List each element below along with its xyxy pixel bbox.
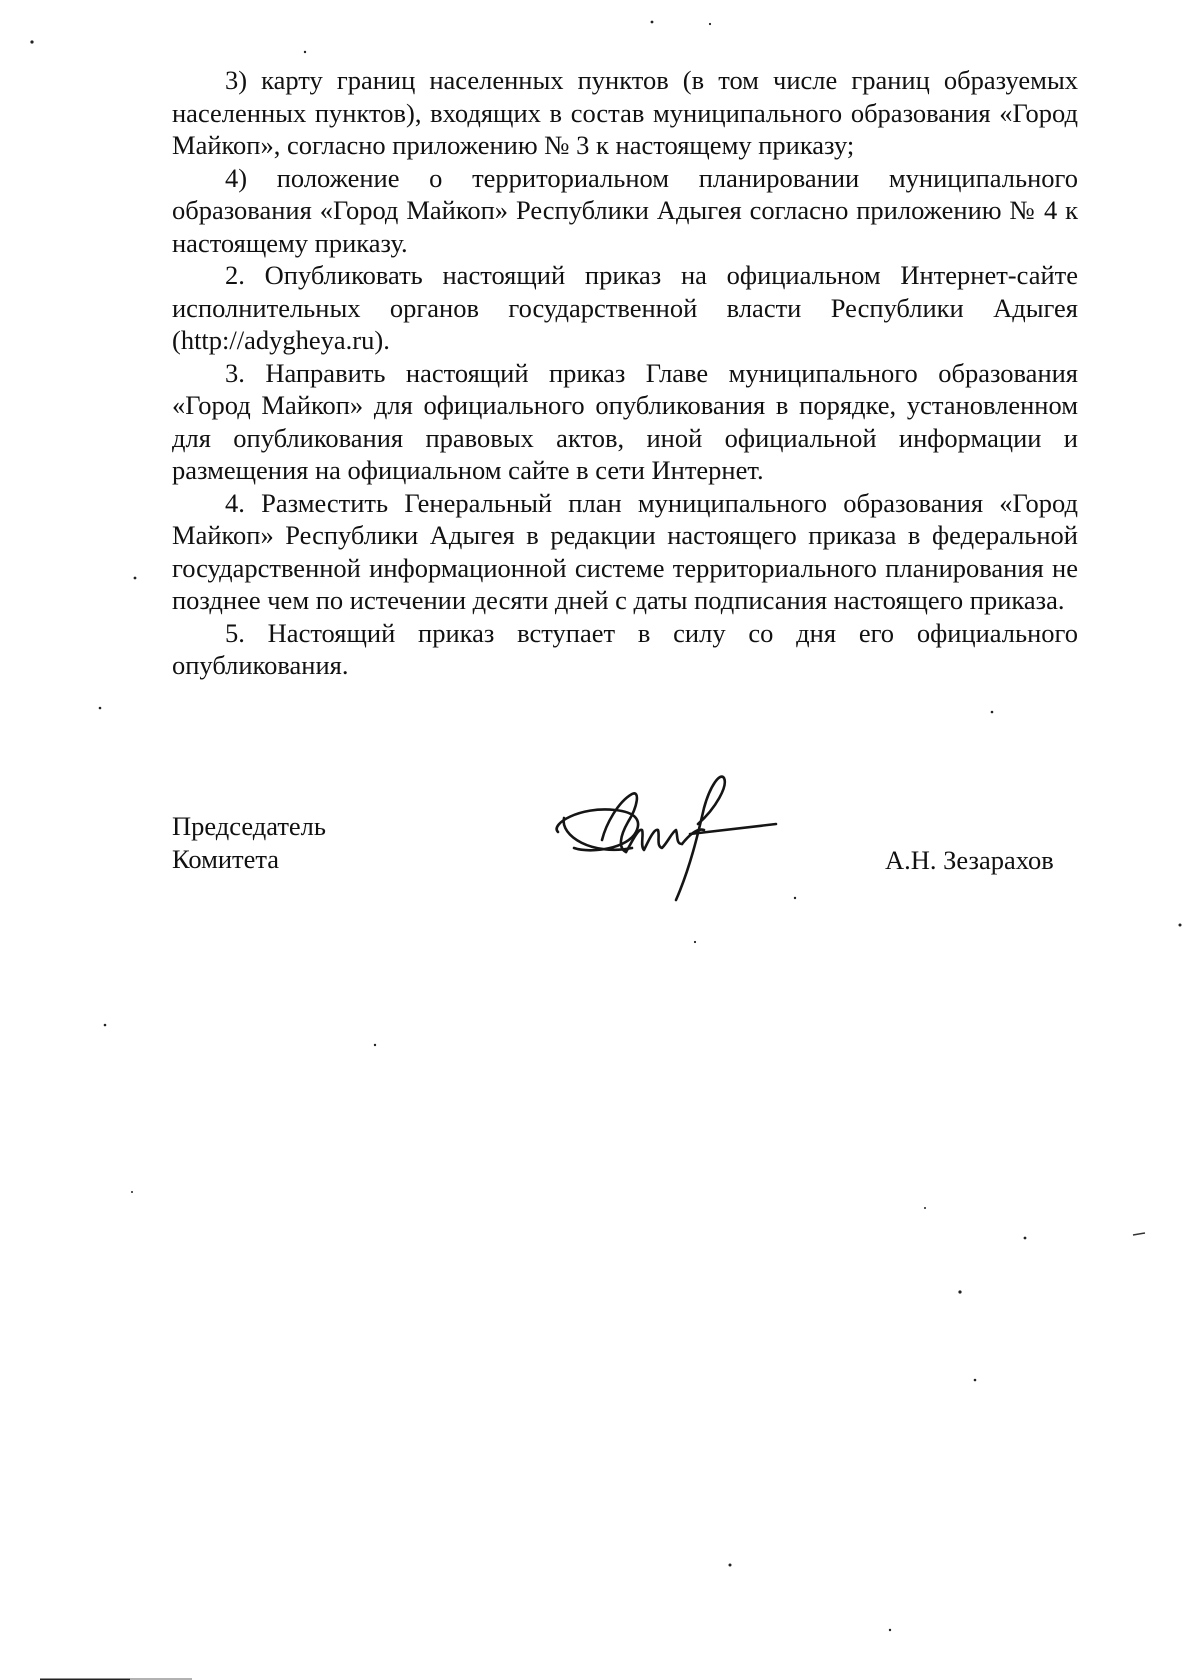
paragraph-item-4-planning-regulation: 4) положение о территориальном планировании муниципального образования «Город Майкоп» Республики Адыгея согласно приложению № 4 к настоящему приказу. bbox=[172, 162, 1078, 258]
paragraph-send-to-head: 3. Направить настоящий приказ Главе муниципального образования «Город Майкоп» для официального опубликования в порядке, установленном для опубликования правовых актов, иной официальной информации и размещения на официальном сайте в сети Интернет. bbox=[172, 357, 1078, 485]
paragraph-publish-on-website: 2. Опубликовать настоящий приказ на официальном Интернет-сайте исполнительных органов государственной власти Республики Адыгея (http://adygheya.ru). bbox=[172, 260, 1078, 355]
signatory-position-line-1: Председатель bbox=[172, 811, 326, 841]
paragraph-entry-into-force: 5. Настоящий приказ вступает в силу со дня его официального опубликования. bbox=[172, 617, 1078, 680]
paragraph-item-3-boundaries-map: 3) карту границ населенных пунктов (в том числе границ образуемых населенных пунктов), входящих в состав муниципального образования «Город Майкоп», согласно приложению № 3 к настоящему приказу; bbox=[172, 65, 1078, 160]
signatory-position-line-2: Комитета bbox=[172, 844, 280, 874]
signer-name: А.Н. Зезарахов bbox=[885, 845, 1054, 875]
paragraph-place-general-plan: 4. Разместить Генеральный план муниципального образования «Город Майкоп» Республики Адыгея в редакции настоящего приказа в федеральной государственной информационной системе территориального планирования не позднее чем по истечении десяти дней с даты подписания настоящего приказа. bbox=[172, 487, 1078, 615]
